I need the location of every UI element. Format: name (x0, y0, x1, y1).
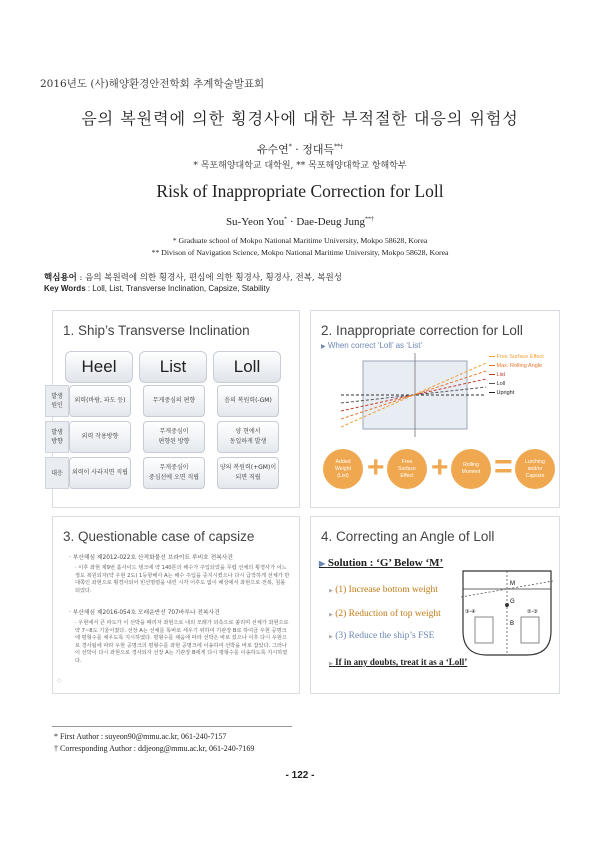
cell-list-cause (143, 385, 205, 417)
header-heel: Heel (65, 351, 133, 383)
legend-upright-text: Upright (496, 390, 515, 396)
legend-list-text: List (496, 372, 506, 378)
item-bottom-weight (329, 585, 438, 595)
affiliation-english-1: * Graduate school of Mokpo National Maritime University, Mokpo 58628, Korea (172, 236, 428, 245)
legend-fse (489, 353, 544, 362)
panel2-subtitle (321, 341, 422, 350)
legend-upright (489, 389, 544, 398)
circle-added-weight (323, 449, 363, 489)
page-corner-icon: ◇ (57, 677, 62, 684)
cell-heel-response (69, 457, 131, 489)
cell-heel-direction (69, 421, 131, 453)
circle-free-surface-text: Free Surface Effect (398, 458, 416, 479)
author-ko-2: 정대득 (302, 143, 335, 156)
footnote-corresponding-author-mark: † (54, 744, 58, 753)
footnote-corresponding-author (54, 744, 254, 753)
legend-loll (489, 380, 544, 389)
center-of-gravity-dot (505, 603, 509, 607)
item-arrow-icon-1: ▶ (329, 589, 333, 594)
solution-arrow-icon: ▶ (319, 559, 326, 568)
item-top-weight (329, 609, 441, 619)
panel1-title: 1. Ship’s Transverse Inclination (63, 323, 250, 338)
cell-loll-cause (217, 385, 279, 417)
row-label-direction-text: 발생 방향 (51, 429, 63, 445)
final-advice (329, 657, 467, 667)
legend-max-rolling-text: Max. Rolling Angle (496, 363, 543, 369)
case2-title-text: 부산해심 제2016-054호 모래운반선 707바루나 전복사건 (72, 610, 220, 616)
legend-fse-text: Free Surface Effect (496, 354, 544, 360)
keywords-en-text: : Loll, List, Transverse Inclination, Capsize, Stability (85, 284, 270, 293)
cell-loll-cause-text: 음의 복원력(-GM) (224, 397, 272, 404)
equals-icon: = (494, 448, 513, 484)
cell-list-response-text: 무게중심이 중심선에 오면 직립 (148, 464, 200, 481)
cell-loll-response (217, 457, 279, 489)
author-ko-1-mark: * (288, 143, 292, 151)
cell-list-direction (143, 421, 205, 453)
title-english: Risk of Inappropriate Correction for Loll (156, 181, 444, 201)
keywords-korean (44, 271, 342, 283)
circle-capsize-text: Lurching and/or Capsize (525, 458, 545, 479)
cell-heel-cause (69, 385, 131, 417)
legend-loll-text: Loll (496, 381, 506, 387)
author-ko-sep: · (291, 143, 303, 156)
cell-list-response (143, 457, 205, 489)
item-arrow-icon-4: ▶ (329, 662, 333, 667)
legend-list-swatch (489, 374, 495, 375)
affiliation-korean: * 목포해양대학교 대학원, ** 목포해양대학교 항해학부 (193, 161, 407, 171)
row-label-cause (45, 385, 69, 417)
legend-list (489, 371, 544, 380)
conference-name: 2016년도 (사)해양환경안전학회 추계학술발표회 (40, 78, 265, 90)
ship-cross-section-diagram (461, 569, 553, 659)
circle-rolling-moment (451, 449, 491, 489)
panel4-title: 4. Correcting an Angle of Loll (321, 529, 495, 544)
keywords-ko-label: 핵심용어 (44, 272, 77, 282)
cell-list-direction-text: 무게중심이 편향된 방향 (158, 428, 190, 445)
row-label-response-text: 대응 (51, 469, 63, 477)
keywords-ko-text: : 음의 복원력에 의한 횡경사, 편심에 의한 횡경사, 횡경사, 전복, 복원성 (76, 273, 342, 283)
footnote-corresponding-author-text: Corresponding Author : ddjeong@mmu.ac.kr, 061-240-7169 (60, 744, 255, 753)
author-en-1: Su-Yeon You (225, 216, 285, 228)
item-bottom-weight-text: (1) Increase bottom weight (335, 585, 438, 595)
label-b: B (510, 621, 515, 627)
cell-heel-cause-text: 외력(바람, 파도 등) (74, 397, 126, 404)
circle-rolling-moment-text: Rolling Moment (461, 462, 481, 475)
panel-inappropriate-correction (310, 310, 560, 508)
footnote-first-author-mark: * (54, 732, 58, 741)
author-en-1-mark: * (284, 216, 288, 223)
solution-text: Solution : ‘G’ Below ‘M’ (327, 557, 444, 569)
legend-loll-swatch (489, 383, 495, 384)
label-g: G (510, 599, 515, 605)
cell-list-cause-text: 무게중심의 편향 (152, 397, 196, 404)
cell-heel-response-text: 외력이 사라지면 직립 (72, 469, 128, 476)
header-list: List (139, 351, 207, 383)
authors-korean (0, 141, 600, 157)
authors-english (0, 216, 600, 228)
keywords-en-label: Key Words (44, 284, 86, 293)
panel2-subtitle-text: When correct ‘Loll’ as ‘List’ (327, 341, 423, 350)
panel-correcting-loll (310, 516, 560, 694)
item-fse-text: (3) Reduce the ship’s FSE (335, 631, 435, 641)
author-en-2-mark: **† (365, 216, 375, 223)
case1-title-text: 부산해심 제2012-022호 산적화물선 브라이트 루비호 전복사건 (72, 555, 234, 561)
final-advice-text: If in any doubts, treat it as a ‘Loll’ (335, 657, 468, 667)
affiliation-english-2: ** Divison of Navigation Science, Mokpo National Maritime University, Mokpo 58628, Korea (151, 248, 449, 257)
author-en-sep: · (287, 216, 297, 228)
header-loll: Loll (213, 351, 281, 383)
item-fse (329, 631, 434, 641)
circle-added-weight-text: Added Weight (List) (334, 458, 352, 479)
label-starboard-tank: ②-③ (527, 609, 538, 615)
circle-capsize (515, 449, 555, 489)
footnote-divider (52, 726, 292, 727)
item-top-weight-text: (2) Reduction of top weight (335, 609, 441, 619)
case2-bullet: · (69, 610, 71, 616)
case2-title (69, 610, 291, 618)
item-arrow-icon-2: ▶ (329, 613, 333, 618)
label-m: M (510, 581, 515, 587)
legend-max-rolling (489, 362, 544, 371)
item-arrow-icon-3: ▶ (329, 635, 333, 640)
footnote-first-author-text: First Author : suyeon90@mmu.ac.kr, 061-240-7157 (60, 732, 227, 741)
plus-icon-1: + (367, 451, 385, 484)
author-ko-2-mark: **† (334, 143, 344, 151)
keywords-english (44, 284, 270, 293)
plus-icon-2: + (431, 451, 449, 484)
author-en-2: Dae-Deug Jung (296, 216, 366, 228)
panel2-legend (489, 353, 544, 398)
case1-title (69, 555, 291, 563)
row-label-cause-text: 발생 원인 (51, 393, 63, 409)
row-label-direction (45, 421, 69, 453)
legend-max-rolling-swatch (489, 365, 495, 366)
case1-bullet: · (69, 555, 71, 561)
case2-text: · 우현에서 큰 파도가 이 선박을 때리자 좌현으로 내외 모래가 외측으로 쏠리며 선체가 좌현으로 약 7~8도 기울어졌다. 선장 A는 선체를 똑바로 세우기 위하여 기관장 B로 하여금 우현 공명크에 평형수를 채우도록 지시하였다. 평형수를 채움에 따라 선박은 바로 섰으나 이후 다시 우현으로 경사됨에 따라 우현 공명크의 평형수를 좌현 공명크에 이송하여 선박을 바로 잡았다. 그러나 이 선박이 다시 좌현으로 경사되자 선장 A는 기관장 B에게 다시 평형수를 이송하도록 지시하였다. (75, 620, 289, 664)
circle-free-surface (387, 449, 427, 489)
cell-loll-response-text: 양의 복원력(+GM)이 되면 직립 (219, 464, 277, 481)
panel3-title: 3. Questionable case of capsize (63, 529, 255, 544)
author-ko-1: 유수연 (256, 143, 289, 156)
footnote-first-author (54, 732, 226, 741)
page-number: - 122 - (285, 770, 315, 781)
title-korean: 음의 복원력에 의한 횡경사에 대한 부적절한 대응의 위험성 (81, 109, 519, 128)
row-label-response (45, 457, 69, 489)
label-port-tank: ③-④ (465, 609, 476, 615)
panel2-title: 2. Inappropriate correction for Loll (321, 323, 523, 338)
solution-line (319, 557, 443, 569)
legend-upright-swatch (489, 392, 495, 393)
bullet-arrow-icon: ▶ (321, 344, 326, 350)
cell-loll-direction-text: 양 현에서 동일하게 발생 (229, 428, 267, 445)
panel-questionable-capsize (52, 516, 300, 694)
panel-transverse-inclination (52, 310, 300, 508)
case1-text: · 이후 좌현 제9번 홀사이드 탱크에 약 140톤의 해수가 주입되었을 무렵 선체의 횡경사가 어느 정도 복원되자(약 우현 2도) 1등항해사 A는 해수 주입을 중지시켰으나 다시 급작하게 선체가 반대쪽인 좌현으로 횡경사되어 빈선명령을 내린 시각 이후도 없이 해상에서 좌현으로 전복, 침몰 되었다. (75, 565, 290, 594)
cell-heel-direction-text: 외력 작용방향 (81, 433, 119, 440)
cell-loll-direction (217, 421, 279, 453)
legend-fse-swatch (489, 356, 495, 357)
